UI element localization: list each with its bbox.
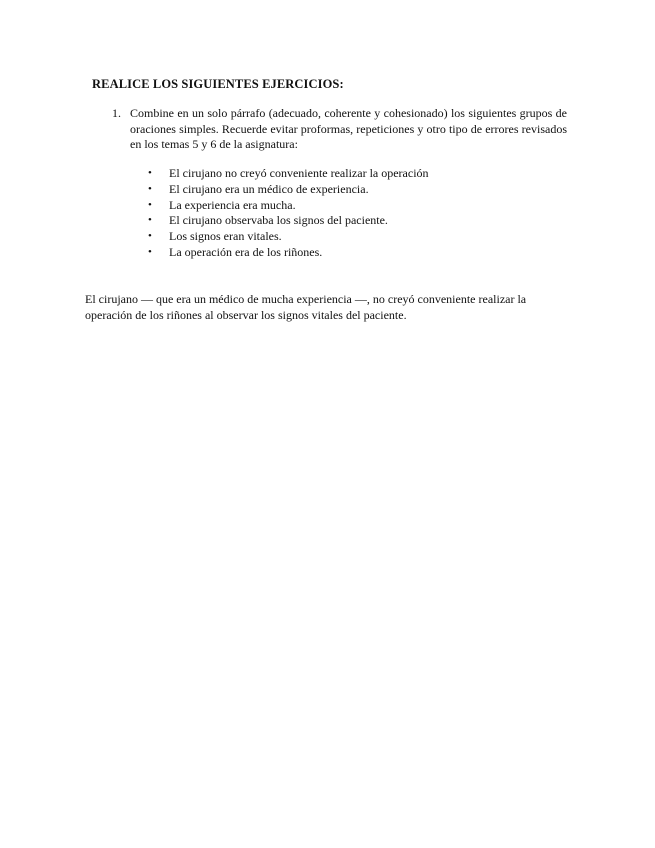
- list-item: [148, 229, 429, 245]
- exercise-heading: REALICE LOS SIGUIENTES EJERCICIOS:: [92, 77, 344, 91]
- sentence-text: El cirujano era un médico de experiencia.: [169, 181, 369, 196]
- sentence-text: El cirujano no creyó conveniente realizar la operación: [169, 166, 429, 180]
- sentence-text: La experiencia era mucha.: [169, 197, 296, 212]
- bullet-icon: •: [148, 230, 152, 243]
- answer-paragraph: El cirujano — que era un médico de mucha experiencia —, no creyó conveniente realizar la operación de los riñones al observar los signos vitales del paciente.: [85, 292, 527, 322]
- sentence-text: Los signos eran vitales.: [169, 229, 282, 244]
- list-item: [148, 198, 429, 214]
- list-item: [148, 166, 429, 182]
- list-item: [148, 182, 429, 198]
- bullet-icon: •: [148, 198, 152, 211]
- exercise-instructions: Combine en un solo párrafo (adecuado, coherente y cohesionado) los siguientes grupos de oraciones simples. Recuerde evitar proformas, repeticiones y otro tipo de errores revisados en los temas 5 y 6 de la asignatura:: [130, 106, 567, 151]
- bullet-icon: •: [148, 214, 152, 227]
- list-item: [148, 213, 429, 229]
- sentence-text: La operación era de los riñones.: [169, 244, 323, 259]
- bullet-icon: •: [148, 167, 152, 179]
- sentence-list: [148, 166, 429, 261]
- exercise-number: 1.: [112, 106, 121, 120]
- sentence-text: El cirujano observaba los signos del paciente.: [169, 213, 388, 228]
- exercise-item: [112, 106, 567, 153]
- bullet-icon: •: [148, 245, 152, 258]
- bullet-icon: •: [148, 182, 152, 195]
- list-item: [148, 245, 429, 261]
